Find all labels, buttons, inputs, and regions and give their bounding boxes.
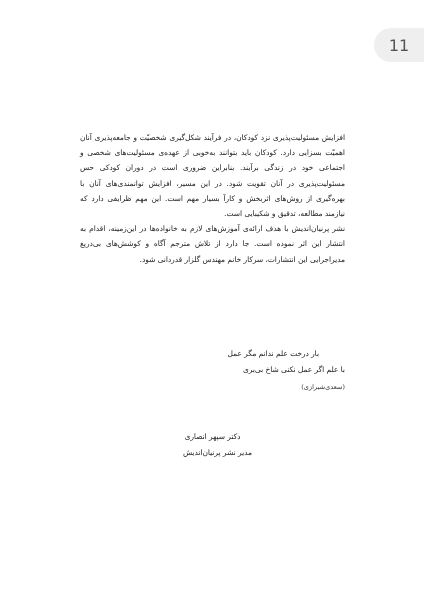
page-number: 11 — [388, 35, 410, 55]
verse-line-1: بار درخت علم ندانم مگر عمل — [227, 349, 319, 358]
signature-name: دکتر سپهر انصاری — [184, 432, 241, 441]
paragraph-1: افزایش مسئولیت‌پذیری نزد کودکان، در فرآیند شکل‌گیری شخصیّت و جامعه‌پذیری آنان اهمیّت بسزایی دارد. کودکان باید بتوانند به‌خوبی از عهده‌ی مسئولیت‌های شخصی و اجتماعی خود در زندگی برآیند. بنابراین ضروری است در دوران کودکی حس مسئولیت‌پذیری در آنان تقویت شود. در این مسیر، افزایش توانمندی‌های آنان با بهره‌گیری از روش‌های اثربخش و کارآ بسیار مهم است. این مهم ظرایفی دارد که نیازمند مطالعه، تدقیق و شکیبایی است. — [80, 133, 345, 219]
signature-role: مدیر نشر پرنیان‌اندیش — [183, 448, 252, 457]
paragraph-2: نشر پرنیان‌اندیش با هدف ارائه‌ی آموزش‌های لازم به خانواده‌ها در این‌زمینه، اقدام به انتشار این اثر نموده است. جا دارد از تلاش مترجم آگاه و کوشش‌های بی‌دریغ مدیراجرایی این انتشارات، سرکار خانم مهندس گلزار قدردانی شود. — [80, 224, 345, 264]
page-number-badge — [374, 28, 424, 62]
signature-block — [80, 430, 345, 460]
verse-line-2: با علم اگر عمل نکنی شاخ بی‌بری — [243, 365, 345, 374]
body-text — [80, 130, 345, 267]
verse-source: (سعدی‌شیرازی) — [301, 383, 345, 391]
